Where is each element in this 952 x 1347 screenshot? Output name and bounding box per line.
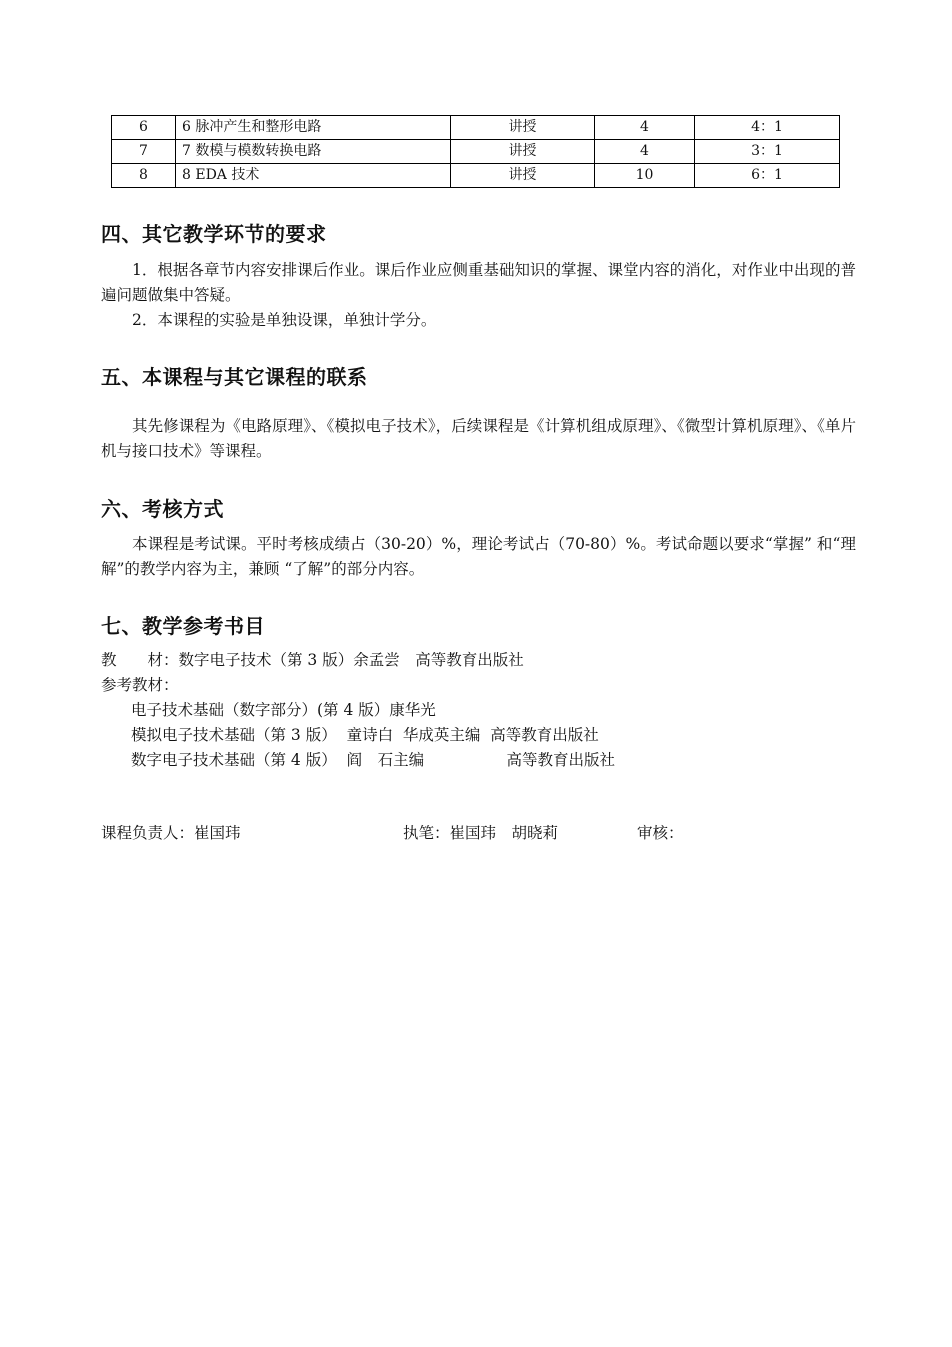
section6-para: 本课程是考试课。平时考核成绩占（30-20）%，理论考试占（70-80）%。考试命题以要求“掌握” 和“理解”的教学内容为主，兼顾 “了解”的部分内容。 xyxy=(101,535,856,578)
section4-para1: 1．根据各章节内容安排课后作业。课后作业应侧重基础知识的掌握、课堂内容的消化，对作业中出现的普遍问题做集中答疑。 xyxy=(101,261,856,304)
topic-cell: 8 EDA 技术 xyxy=(176,164,451,188)
section7-heading: 七、教学参考书目 xyxy=(101,614,265,638)
ratio-cell: 4：1 xyxy=(695,116,840,140)
section4-para2: 2．本课程的实验是单独设课，单独计学分。 xyxy=(132,311,437,329)
reference-item: 模拟电子技术基础（第 3 版） 童诗白 华成英主编 高等教育出版社 xyxy=(131,726,599,744)
course-writer: 执笔：崔国玮 胡晓莉 xyxy=(403,824,559,842)
course-reviewer: 审核： xyxy=(637,824,684,842)
hours-cell: 4 xyxy=(595,140,695,164)
reference-label: 参考教材： xyxy=(101,676,179,694)
topic-cell: 6 脉冲产生和整形电路 xyxy=(176,116,451,140)
topic-cell: 7 数模与模数转换电路 xyxy=(176,140,451,164)
method-cell: 讲授 xyxy=(451,140,595,164)
row-number-cell: 8 xyxy=(112,164,176,188)
hours-cell: 10 xyxy=(595,164,695,188)
reference-item: 数字电子技术基础（第 4 版） 阎 石主编 高等教育出版社 xyxy=(131,751,615,769)
ratio-cell: 3：1 xyxy=(695,140,840,164)
section5-para: 其先修课程为《电路原理》、《模拟电子技术》，后续课程是《计算机组成原理》、《微型计算机原理》、《单片机与接口技术》等课程。 xyxy=(101,417,856,460)
row-number-cell: 6 xyxy=(112,116,176,140)
method-cell: 讲授 xyxy=(451,116,595,140)
teaching-hours-table xyxy=(111,115,840,188)
table-row xyxy=(112,164,840,188)
section4-heading: 四、其它教学环节的要求 xyxy=(101,222,327,246)
reference-item: 电子技术基础（数字部分）(第 4 版）康华光 xyxy=(131,701,436,719)
ratio-cell: 6：1 xyxy=(695,164,840,188)
course-owner: 课程负责人：崔国玮 xyxy=(101,824,241,842)
section5-heading: 五、本课程与其它课程的联系 xyxy=(101,365,368,389)
method-cell: 讲授 xyxy=(451,164,595,188)
table-row xyxy=(112,140,840,164)
table-row xyxy=(112,116,840,140)
hours-cell: 4 xyxy=(595,116,695,140)
textbook-line: 教 材：数字电子技术（第 3 版）余孟尝 高等教育出版社 xyxy=(101,651,524,669)
section6-heading: 六、考核方式 xyxy=(101,497,224,521)
row-number-cell: 7 xyxy=(112,140,176,164)
